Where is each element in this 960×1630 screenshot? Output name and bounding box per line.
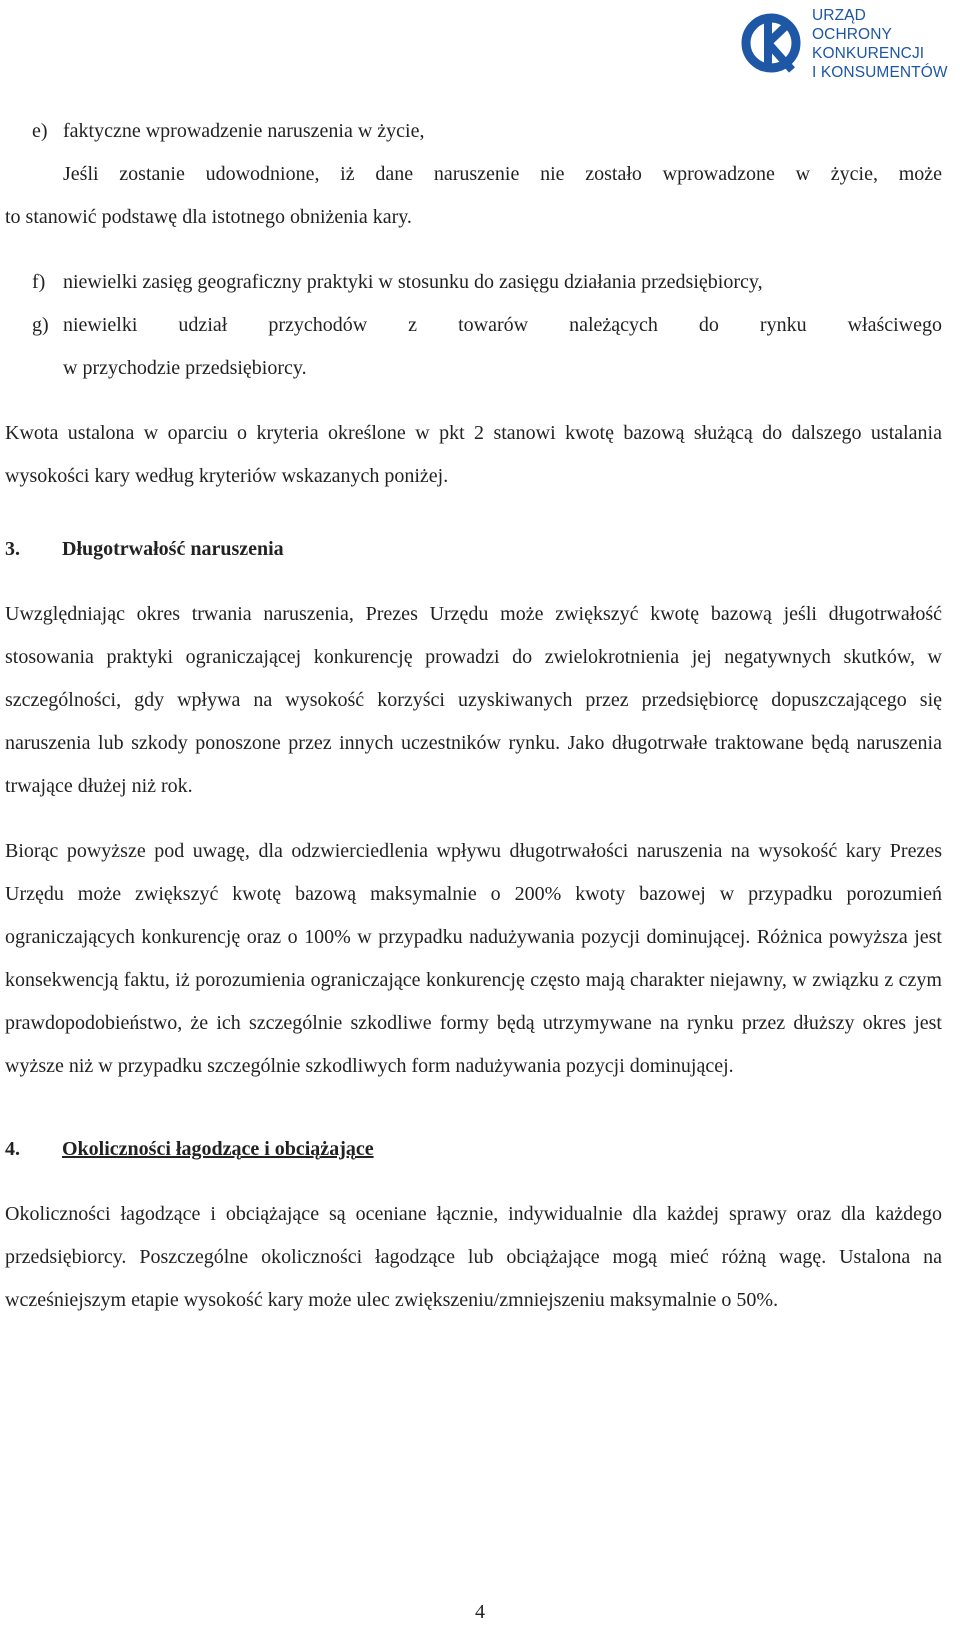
paragraph-base-amount: Kwota ustalona w oparciu o kryteria określone w pkt 2 stanowi kwotę bazową służącą do dalszego ustalania wysokości kary według kryteriów wskazanych poniżej.	[5, 422, 942, 487]
paragraph-circumstances: Okoliczności łagodzące i obciążające są oceniane łącznie, indywidualnie dla każdej sprawy oraz dla każdego przedsiębiorcy. Poszczególne okoliczności łagodzące lub obciążające mogą mieć różną wagę. Ustalona na wcześniejszym etapie wysokość kary może ulec zwiększeniu/zmniejszeniu maksymalnie o 50%.	[5, 1203, 942, 1311]
uokik-logo	[738, 6, 958, 84]
list-item-e	[5, 110, 942, 153]
list-item-text: faktyczne wprowadzenie naruszenia w życie,	[63, 120, 425, 142]
logo-text	[812, 6, 948, 82]
section-number: 3.	[5, 538, 20, 560]
list-item-text-cont: w przychodzie przedsiębiorcy.	[63, 357, 307, 379]
logo-line-2: OCHRONY	[812, 26, 892, 43]
logo-line-4: I KONSUMENTÓW	[812, 64, 948, 81]
list-item-f	[5, 261, 942, 304]
list-item-g	[5, 304, 942, 390]
list-item-text: niewielki zasięg geograficzny praktyki w stosunku do zasięgu działania przedsiębiorcy,	[63, 271, 763, 293]
list-item-text: niewielki udział przychodów z towarów należących do rynku właściwego	[63, 314, 942, 336]
list-marker: f)	[32, 271, 46, 293]
list-marker: g)	[32, 314, 49, 336]
page-number: 4	[475, 1601, 485, 1623]
section-number: 4.	[5, 1138, 20, 1160]
uokik-logo-icon	[738, 8, 808, 78]
logo-line-1: URZĄD	[812, 7, 866, 24]
section-title: Okoliczności łagodzące i obciążające	[62, 1138, 374, 1160]
paragraph-duration-2: Biorąc powyższe pod uwagę, dla odzwierciedlenia wpływu długotrwałości naruszenia na wysokość kary Prezes Urzędu może zwiększyć kwotę bazową maksymalnie o 200% kwoty bazowej w przypadku porozumień ograniczających konkurencję oraz o 100% w przypadku nadużywania pozycji dominującej. Różnica powyższa jest konsekwencją faktu, iż porozumienia ograniczające konkurencję często mają charakter niejawny, w związku z czym prawdopodobieństwo, że ich szczególnie szkodliwe formy będą utrzymywane na rynku przez dłuższy okres jest wyższe niż w przypadku szczególnie szkodliwych form nadużywania pozycji dominującej.	[5, 840, 942, 1077]
section-heading-4	[5, 1128, 942, 1171]
section-title: Długotrwałość naruszenia	[62, 538, 284, 560]
document-body	[5, 110, 942, 1322]
item-e-note-line-1: Jeśli zostanie udowodnione, iż dane naruszenie nie zostało wprowadzone w życie, może	[63, 163, 942, 185]
section-heading-3	[5, 528, 942, 571]
item-e-note-line-2: to stanowić podstawę dla istotnego obniżenia kary.	[5, 206, 412, 228]
paragraph-duration: Uwzględniając okres trwania naruszenia, Prezes Urzędu może zwiększyć kwotę bazową jeśli długotrwałość stosowania praktyki ograniczającej konkurencję prowadzi do zwielokrotnienia jej negatywnych skutków, w szczególności, gdy wpływa na wysokość korzyści uzyskiwanych przez przedsiębiorcę dopuszczającego się naruszenia lub szkody ponoszone przez innych uczestników rynku. Jako długotrwałe traktowane będą naruszenia trwające dłużej niż rok.	[5, 603, 942, 797]
logo-line-3: KONKURENCJI	[812, 45, 925, 62]
list-marker: e)	[32, 120, 48, 142]
